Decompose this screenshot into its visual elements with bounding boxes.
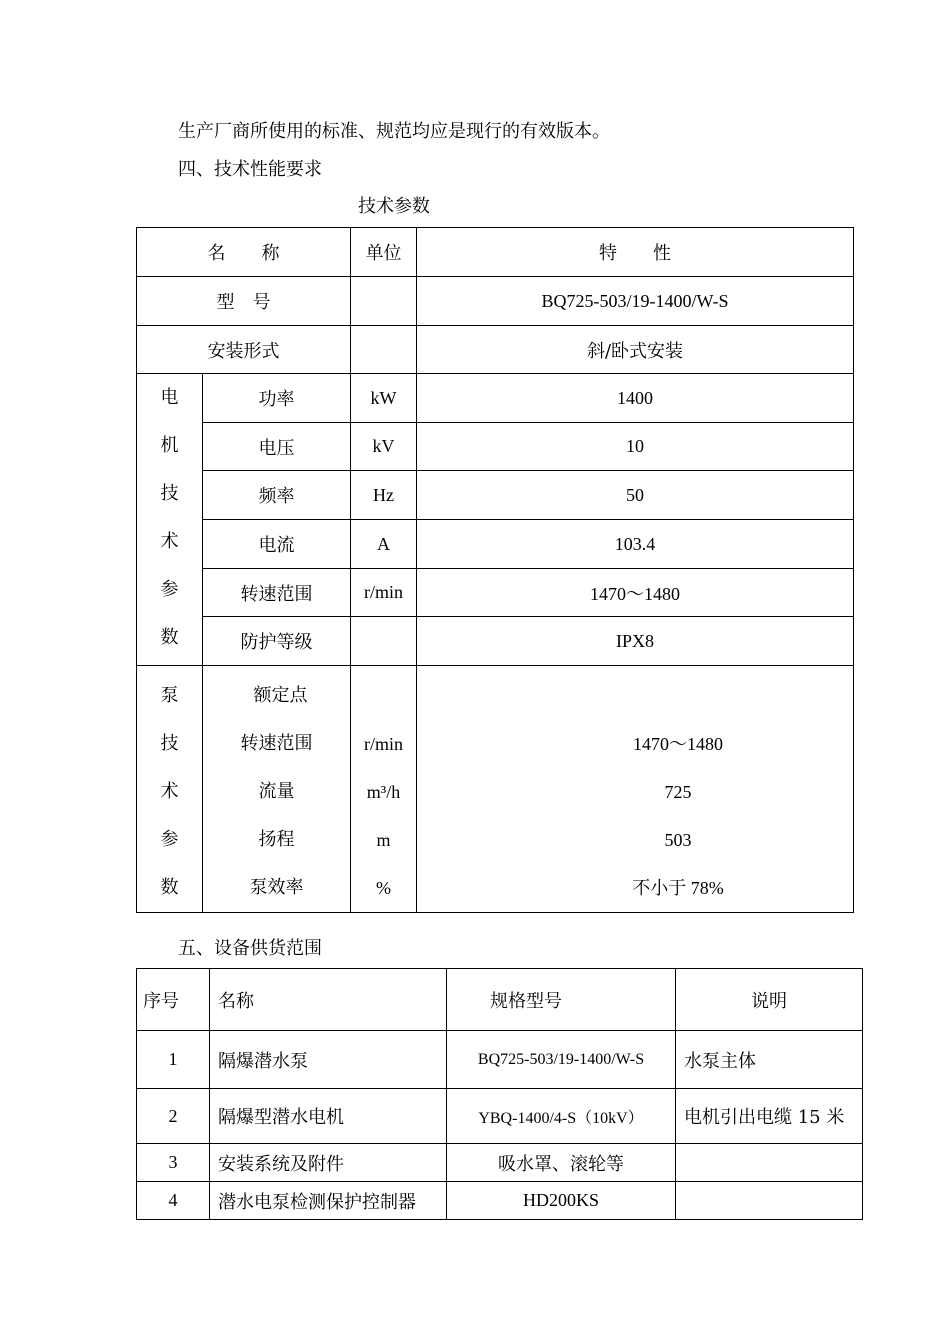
model-label: 型 号 bbox=[137, 277, 351, 326]
motor-param-value: 50 bbox=[417, 471, 854, 520]
motor-group-char: 电 bbox=[160, 387, 179, 408]
supply-row bbox=[137, 1031, 863, 1089]
supply-table bbox=[136, 968, 863, 1220]
header-value: 特 性 bbox=[417, 228, 854, 277]
model-value: BQ725-503/19-1400/W-S bbox=[417, 277, 854, 326]
header-name: 名称 bbox=[210, 969, 447, 1031]
table-caption: 技术参数 bbox=[358, 196, 430, 217]
motor-group-char: 术 bbox=[160, 531, 179, 552]
pump-param-value: 不小于 78% bbox=[632, 878, 724, 898]
pump-param-labels bbox=[203, 666, 351, 913]
pump-param-units bbox=[351, 666, 417, 913]
pump-param-unit: r/min bbox=[364, 734, 403, 754]
motor-param-label: 电流 bbox=[203, 520, 351, 569]
intro-paragraph: 生产厂商所使用的标准、规范均应是现行的有效版本。 bbox=[178, 121, 610, 142]
pump-group-char: 泵 bbox=[160, 685, 179, 706]
pump-group-char: 术 bbox=[160, 781, 179, 802]
supply-row bbox=[137, 1089, 863, 1144]
header-name: 名 称 bbox=[137, 228, 351, 277]
header-unit: 单位 bbox=[351, 228, 417, 277]
motor-param-unit: Hz bbox=[351, 471, 417, 520]
pump-param-label: 扬程 bbox=[258, 829, 295, 850]
row-note bbox=[676, 1182, 863, 1220]
row-name: 隔爆潜水泵 bbox=[210, 1031, 447, 1089]
supply-header-row bbox=[137, 969, 863, 1031]
pump-param-value bbox=[503, 672, 853, 720]
pump-param-value: 503 bbox=[664, 830, 692, 850]
row-seq: 4 bbox=[137, 1182, 210, 1220]
motor-row bbox=[137, 520, 854, 569]
row-spec: HD200KS bbox=[447, 1182, 676, 1220]
pump-param-unit: % bbox=[376, 878, 391, 898]
motor-param-unit bbox=[351, 617, 417, 666]
install-label: 安装形式 bbox=[137, 326, 351, 374]
row-note: 电机引出电缆 15 米 bbox=[676, 1089, 863, 1144]
row-seq: 3 bbox=[137, 1144, 210, 1182]
motor-row bbox=[137, 617, 854, 666]
motor-param-label: 电压 bbox=[203, 423, 351, 471]
spec-row-model bbox=[137, 277, 854, 326]
motor-param-label: 转速范围 bbox=[203, 569, 351, 617]
pump-param-label: 额定点 bbox=[253, 685, 308, 706]
install-value: 斜/卧式安装 bbox=[417, 326, 854, 374]
row-name: 安装系统及附件 bbox=[210, 1144, 447, 1182]
pump-param-unit bbox=[351, 672, 416, 720]
section-4-heading: 四、技术性能要求 bbox=[178, 159, 322, 180]
row-note bbox=[676, 1144, 863, 1182]
row-note: 水泵主体 bbox=[676, 1031, 863, 1089]
row-spec: BQ725-503/19-1400/W-S bbox=[447, 1031, 676, 1089]
pump-group-char: 数 bbox=[160, 877, 179, 898]
pump-param-values bbox=[417, 666, 854, 913]
pump-param-value: 725 bbox=[664, 782, 692, 802]
header-spec: 规格型号 bbox=[447, 969, 676, 1031]
pump-group-char: 技 bbox=[160, 733, 179, 754]
row-spec: YBQ-1400/4-S（10kV） bbox=[447, 1089, 676, 1144]
motor-row bbox=[137, 569, 854, 617]
header-note: 说明 bbox=[676, 969, 863, 1031]
spec-table bbox=[136, 227, 854, 913]
install-unit bbox=[351, 326, 417, 374]
section-5-heading: 五、设备供货范围 bbox=[178, 938, 322, 959]
motor-group-char: 参 bbox=[160, 579, 179, 600]
row-seq: 2 bbox=[137, 1089, 210, 1144]
spec-header-row bbox=[137, 228, 854, 277]
motor-row bbox=[137, 374, 854, 423]
motor-group-char: 机 bbox=[160, 435, 179, 456]
pump-params-row bbox=[137, 666, 854, 913]
row-name: 潜水电泵检测保护控制器 bbox=[210, 1182, 447, 1220]
motor-param-unit: kV bbox=[351, 423, 417, 471]
row-spec: 吸水罩、滚轮等 bbox=[447, 1144, 676, 1182]
motor-param-unit: A bbox=[351, 520, 417, 569]
motor-param-unit: r/min bbox=[351, 569, 417, 617]
pump-param-value: 1470～1480 bbox=[633, 734, 723, 754]
motor-param-label: 防护等级 bbox=[203, 617, 351, 666]
header-seq: 序号 bbox=[137, 969, 210, 1031]
spec-row-install bbox=[137, 326, 854, 374]
motor-row bbox=[137, 471, 854, 520]
motor-group-label bbox=[137, 374, 203, 666]
row-name: 隔爆型潜水电机 bbox=[210, 1089, 447, 1144]
supply-row bbox=[137, 1182, 863, 1220]
motor-group-char: 技 bbox=[160, 483, 179, 504]
row-seq: 1 bbox=[137, 1031, 210, 1089]
motor-param-value: IPX8 bbox=[417, 617, 854, 666]
supply-row bbox=[137, 1144, 863, 1182]
pump-group-char: 参 bbox=[160, 829, 179, 850]
pump-param-label: 转速范围 bbox=[240, 733, 313, 754]
pump-param-label: 流量 bbox=[258, 781, 295, 802]
model-unit bbox=[351, 277, 417, 326]
motor-row bbox=[137, 423, 854, 471]
motor-param-value: 1400 bbox=[417, 374, 854, 423]
motor-param-value: 1470～1480 bbox=[417, 569, 854, 617]
motor-param-value: 10 bbox=[417, 423, 854, 471]
pump-param-unit: m bbox=[376, 830, 391, 850]
motor-group-char: 数 bbox=[160, 627, 179, 648]
motor-param-label: 频率 bbox=[203, 471, 351, 520]
motor-param-unit: kW bbox=[351, 374, 417, 423]
motor-param-value: 103.4 bbox=[417, 520, 854, 569]
pump-group-label bbox=[137, 666, 203, 913]
motor-param-label: 功率 bbox=[203, 374, 351, 423]
pump-param-unit: m³/h bbox=[366, 782, 401, 802]
pump-param-label: 泵效率 bbox=[249, 877, 304, 898]
